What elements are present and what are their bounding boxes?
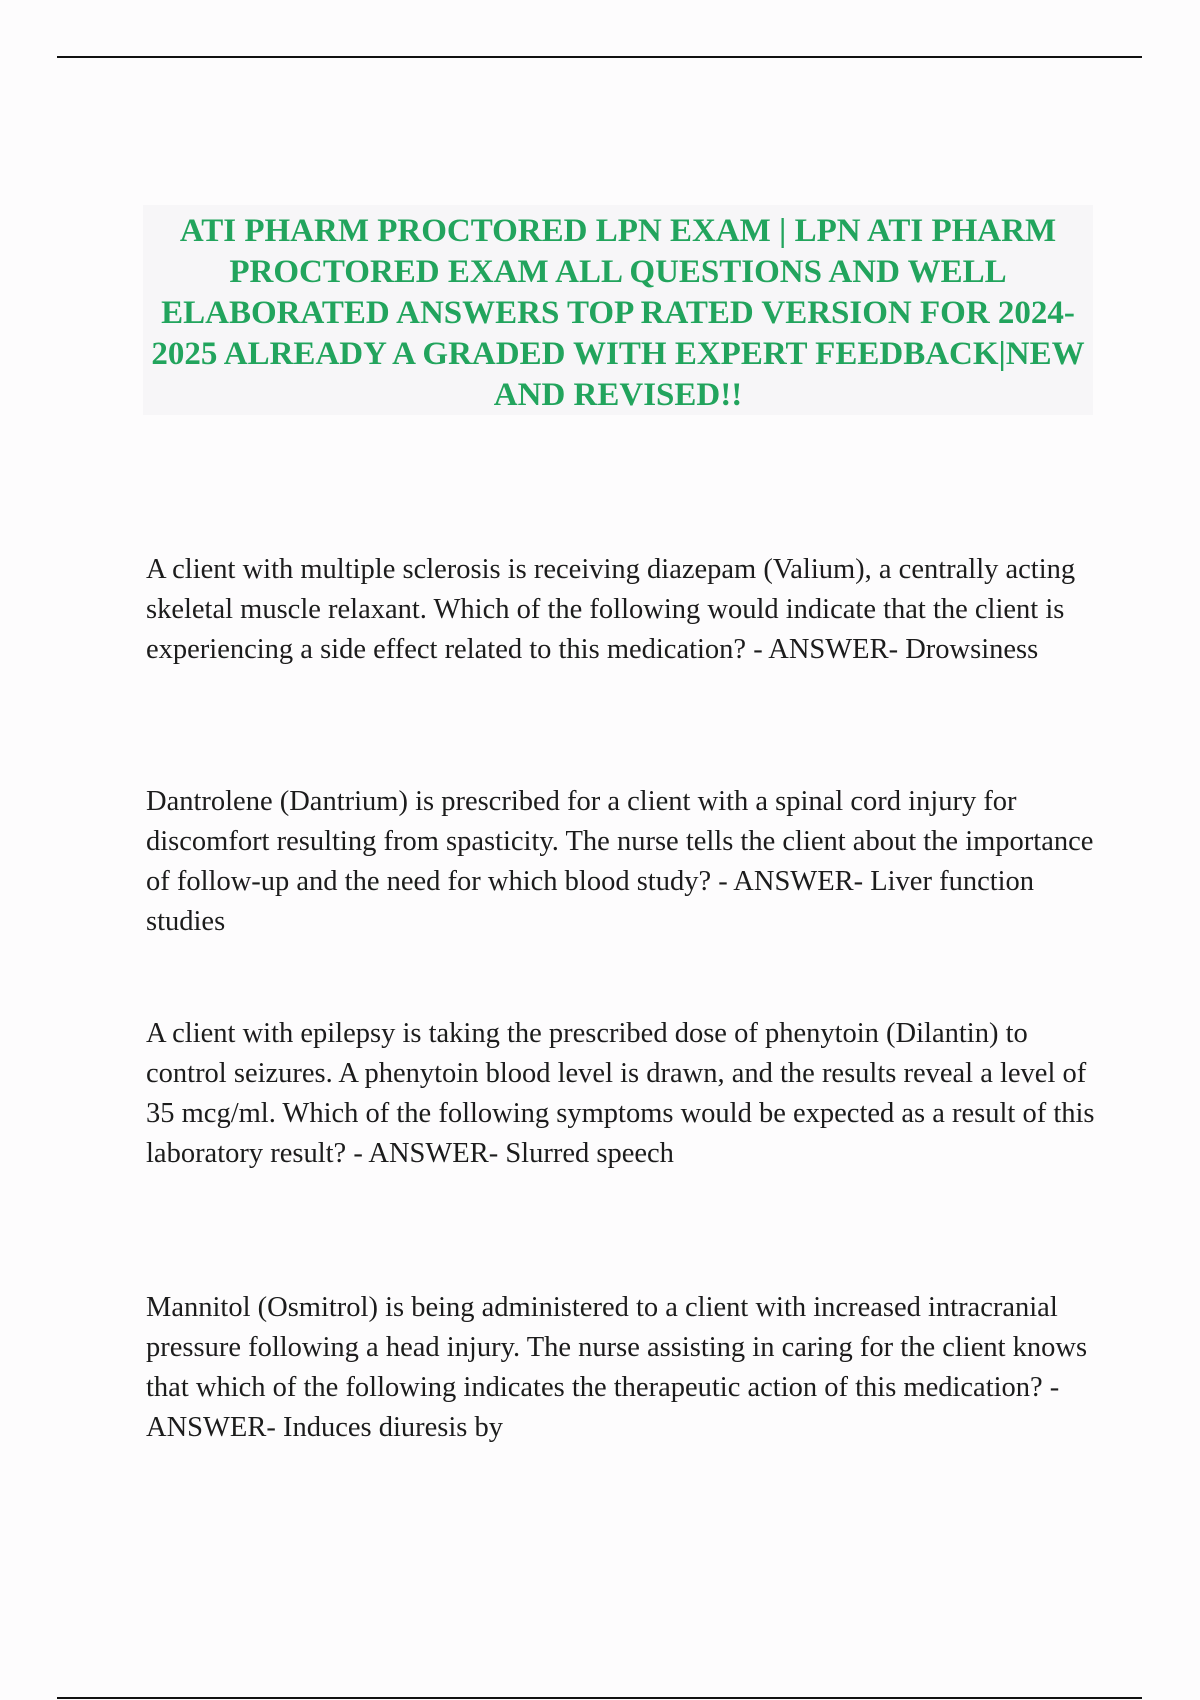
question-answer-item: Dantrolene (Dantrium) is prescribed for a client with a spinal cord injury for discomfort resulting from spasticity. The nurse tells the client about the importance of follow-up and the need for which blood study? - ANSWER- Liver function studies [146,786,1094,937]
document-title: ATI PHARM PROCTORED LPN EXAM | LPN ATI PHARM PROCTORED EXAM ALL QUESTIONS AND WELL ELABORATED ANSWERS TOP RATED VERSION FOR 2024-2025 ALREADY A GRADED WITH EXPERT FEEDBACK|NEW AND REVISED!! [151,213,1085,413]
question-answer-item: A client with multiple sclerosis is receiving diazepam (Valium), a centrally acting skeletal muscle relaxant. Which of the following would indicate that the client is experiencing a side effect related to this medication? - ANSWER- Drowsiness [146,554,1076,665]
title-banner [143,205,1093,415]
bottom-divider [57,1697,1142,1699]
top-divider [57,56,1142,58]
question-answer-item: Mannitol (Osmitrol) is being administered to a client with increased intracranial pressure following a head injury. The nurse assisting in caring for the client knows that which of the following indicates the therapeutic action of this medication? - ANSWER- Induces diuresis by [146,1292,1088,1443]
question-answer-item: A client with epilepsy is taking the prescribed dose of phenytoin (Dilantin) to control seizures. A phenytoin blood level is drawn, and the results reveal a level of 35 mcg/ml. Which of the following symptoms would be expected as a result of this laboratory result? - ANSWER- Slurred speech [146,1018,1095,1169]
